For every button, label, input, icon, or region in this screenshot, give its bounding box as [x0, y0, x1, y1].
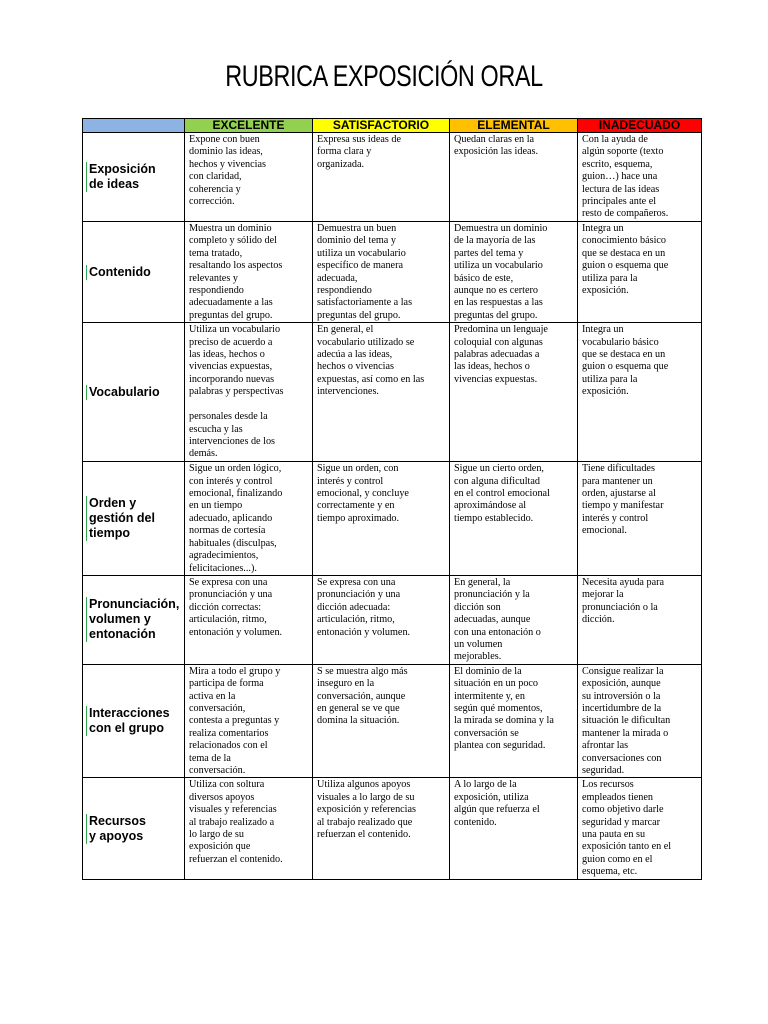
descriptor-cell: Mira a todo el grupo y participa de forma activa en la conversación, contesta a preguntas y realiza comentarios relacionados con el tema de la conversación. — [185, 664, 313, 778]
criterion-label: Contenido — [86, 265, 180, 280]
rubric-row-recursos — [83, 778, 702, 879]
criterion-cell — [83, 323, 185, 462]
descriptor-cell: En general, el vocabulario utilizado se adecúa a las ideas, hechos o vivencias expuestas, así como en las intervenciones. — [313, 323, 450, 462]
page-title: RUBRICA EXPOSICIÓN ORAL — [225, 60, 543, 93]
descriptor-cell: Con la ayuda de algún soporte (texto escrito, esquema, guion…) hace una lectura de las ideas principales ante el resto de compañeros. — [578, 133, 702, 222]
descriptor-cell: Los recursos empleados tienen como objetivo darle seguridad y marcar una pauta en su exposición tanto en el guion como en el esquema, etc. — [578, 778, 702, 879]
criterion-cell — [83, 222, 185, 323]
descriptor-cell: El dominio de la situación en un poco intermitente y, en según qué momentos, la mirada se domina y la conversación se plantea con seguridad. — [450, 664, 578, 778]
descriptor-cell: Expresa sus ideas de forma clara y organizada. — [313, 133, 450, 222]
descriptor-cell: Expone con buen dominio las ideas, hechos y vivencias con claridad, coherencia y corrección. — [185, 133, 313, 222]
rubric-row-exposicion-de-ideas — [83, 133, 702, 222]
criterion-label: Vocabulario — [86, 385, 180, 400]
descriptor-cell: Consigue realizar la exposición, aunque su introversión o la incertidumbre de la situación le dificultan mantener la mirada o afrontar las conversaciones con seguridad. — [578, 664, 702, 778]
criterion-cell — [83, 778, 185, 879]
descriptor-cell: Quedan claras en la exposición las ideas. — [450, 133, 578, 222]
header-corner-cell — [83, 119, 185, 133]
descriptor-cell: Se expresa con una pronunciación y una dicción adecuada: articulación, ritmo, entonación y volumen. — [313, 575, 450, 664]
descriptor-cell: Demuestra un buen dominio del tema y utiliza un vocabulario específico de manera adecuada, respondiendo satisfactoriamente a las preguntas del grupo. — [313, 222, 450, 323]
descriptor-cell: A lo largo de la exposición, utiliza algún que refuerza el contenido. — [450, 778, 578, 879]
descriptor-cell: Se expresa con una pronunciación y una dicción correctas: articulación, ritmo, entonación y volumen. — [185, 575, 313, 664]
criterion-label: Orden y gestión del tiempo — [86, 496, 180, 541]
descriptor-cell: Tiene dificultades para mantener un orden, ajustarse al tiempo y manifestar interés y control emocional. — [578, 462, 702, 576]
descriptor-cell: Predomina un lenguaje coloquial con algunas palabras adecuadas a las ideas, hechos o vivencias expuestas. — [450, 323, 578, 462]
criterion-cell — [83, 664, 185, 778]
criterion-cell — [83, 462, 185, 576]
criterion-label: Exposición de ideas — [86, 162, 180, 192]
descriptor-cell: Sigue un orden, con interés y control emocional, y concluye correctamente y en tiempo aproximado. — [313, 462, 450, 576]
level-header-inadecuado: INADECUADO — [578, 119, 702, 133]
rubric-table — [82, 118, 702, 880]
criterion-cell — [83, 133, 185, 222]
rubric-row-interacciones — [83, 664, 702, 778]
descriptor-cell: Utiliza con soltura diversos apoyos visuales y referencias al trabajo realizado a lo largo de su exposición que refuerzan el contenido. — [185, 778, 313, 879]
descriptor-cell: Necesita ayuda para mejorar la pronunciación o la dicción. — [578, 575, 702, 664]
rubric-row-orden-y-gestion — [83, 462, 702, 576]
descriptor-cell: Demuestra un dominio de la mayoría de las partes del tema y utiliza un vocabulario básico de este, aunque no es certero en las respuestas a las preguntas del grupo. — [450, 222, 578, 323]
descriptor-cell: Sigue un cierto orden, con alguna dificultad en el control emocional aproximándose al tiempo establecido. — [450, 462, 578, 576]
descriptor-cell: En general, la pronunciación y la dicción son adecuadas, aunque con una entonación o un volumen mejorables. — [450, 575, 578, 664]
rubric-row-pronunciacion — [83, 575, 702, 664]
level-header-satisfactorio: SATISFACTORIO — [313, 119, 450, 133]
descriptor-cell: Utiliza un vocabulario preciso de acuerdo a las ideas, hechos o vivencias expuestas, incorporando nuevas palabras y perspectivas personales desde la escucha y las intervenciones de los demás. — [185, 323, 313, 462]
descriptor-cell: Integra un vocabulario básico que se destaca en un guion o esquema que utiliza para la exposición. — [578, 323, 702, 462]
rubric-row-vocabulario — [83, 323, 702, 462]
descriptor-cell: S se muestra algo más inseguro en la conversación, aunque en general se ve que domina la situación. — [313, 664, 450, 778]
descriptor-cell: Integra un conocimiento básico que se destaca en un guion o esquema que utiliza para la exposición. — [578, 222, 702, 323]
rubric-row-contenido — [83, 222, 702, 323]
descriptor-cell: Muestra un dominio completo y sólido del tema tratado, resaltando los aspectos relevantes y respondiendo adecuadamente a las preguntas del grupo. — [185, 222, 313, 323]
descriptor-cell: Sigue un orden lógico, con interés y control emocional, finalizando en un tiempo adecuado, aplicando normas de cortesía habituales (disculpas, agradecimientos, felicitaciones...). — [185, 462, 313, 576]
criterion-label: Pronunciación, volumen y entonación — [86, 597, 180, 642]
criterion-label: Interacciones con el grupo — [86, 706, 180, 736]
rubric-header-row — [83, 119, 702, 133]
criterion-cell — [83, 575, 185, 664]
criterion-label: Recursos y apoyos — [86, 814, 180, 844]
level-header-excelente: EXCELENTE — [185, 119, 313, 133]
level-header-elemental: ELEMENTAL — [450, 119, 578, 133]
descriptor-cell: Utiliza algunos apoyos visuales a lo largo de su exposición y referencias al trabajo realizado que refuerzan el contenido. — [313, 778, 450, 879]
